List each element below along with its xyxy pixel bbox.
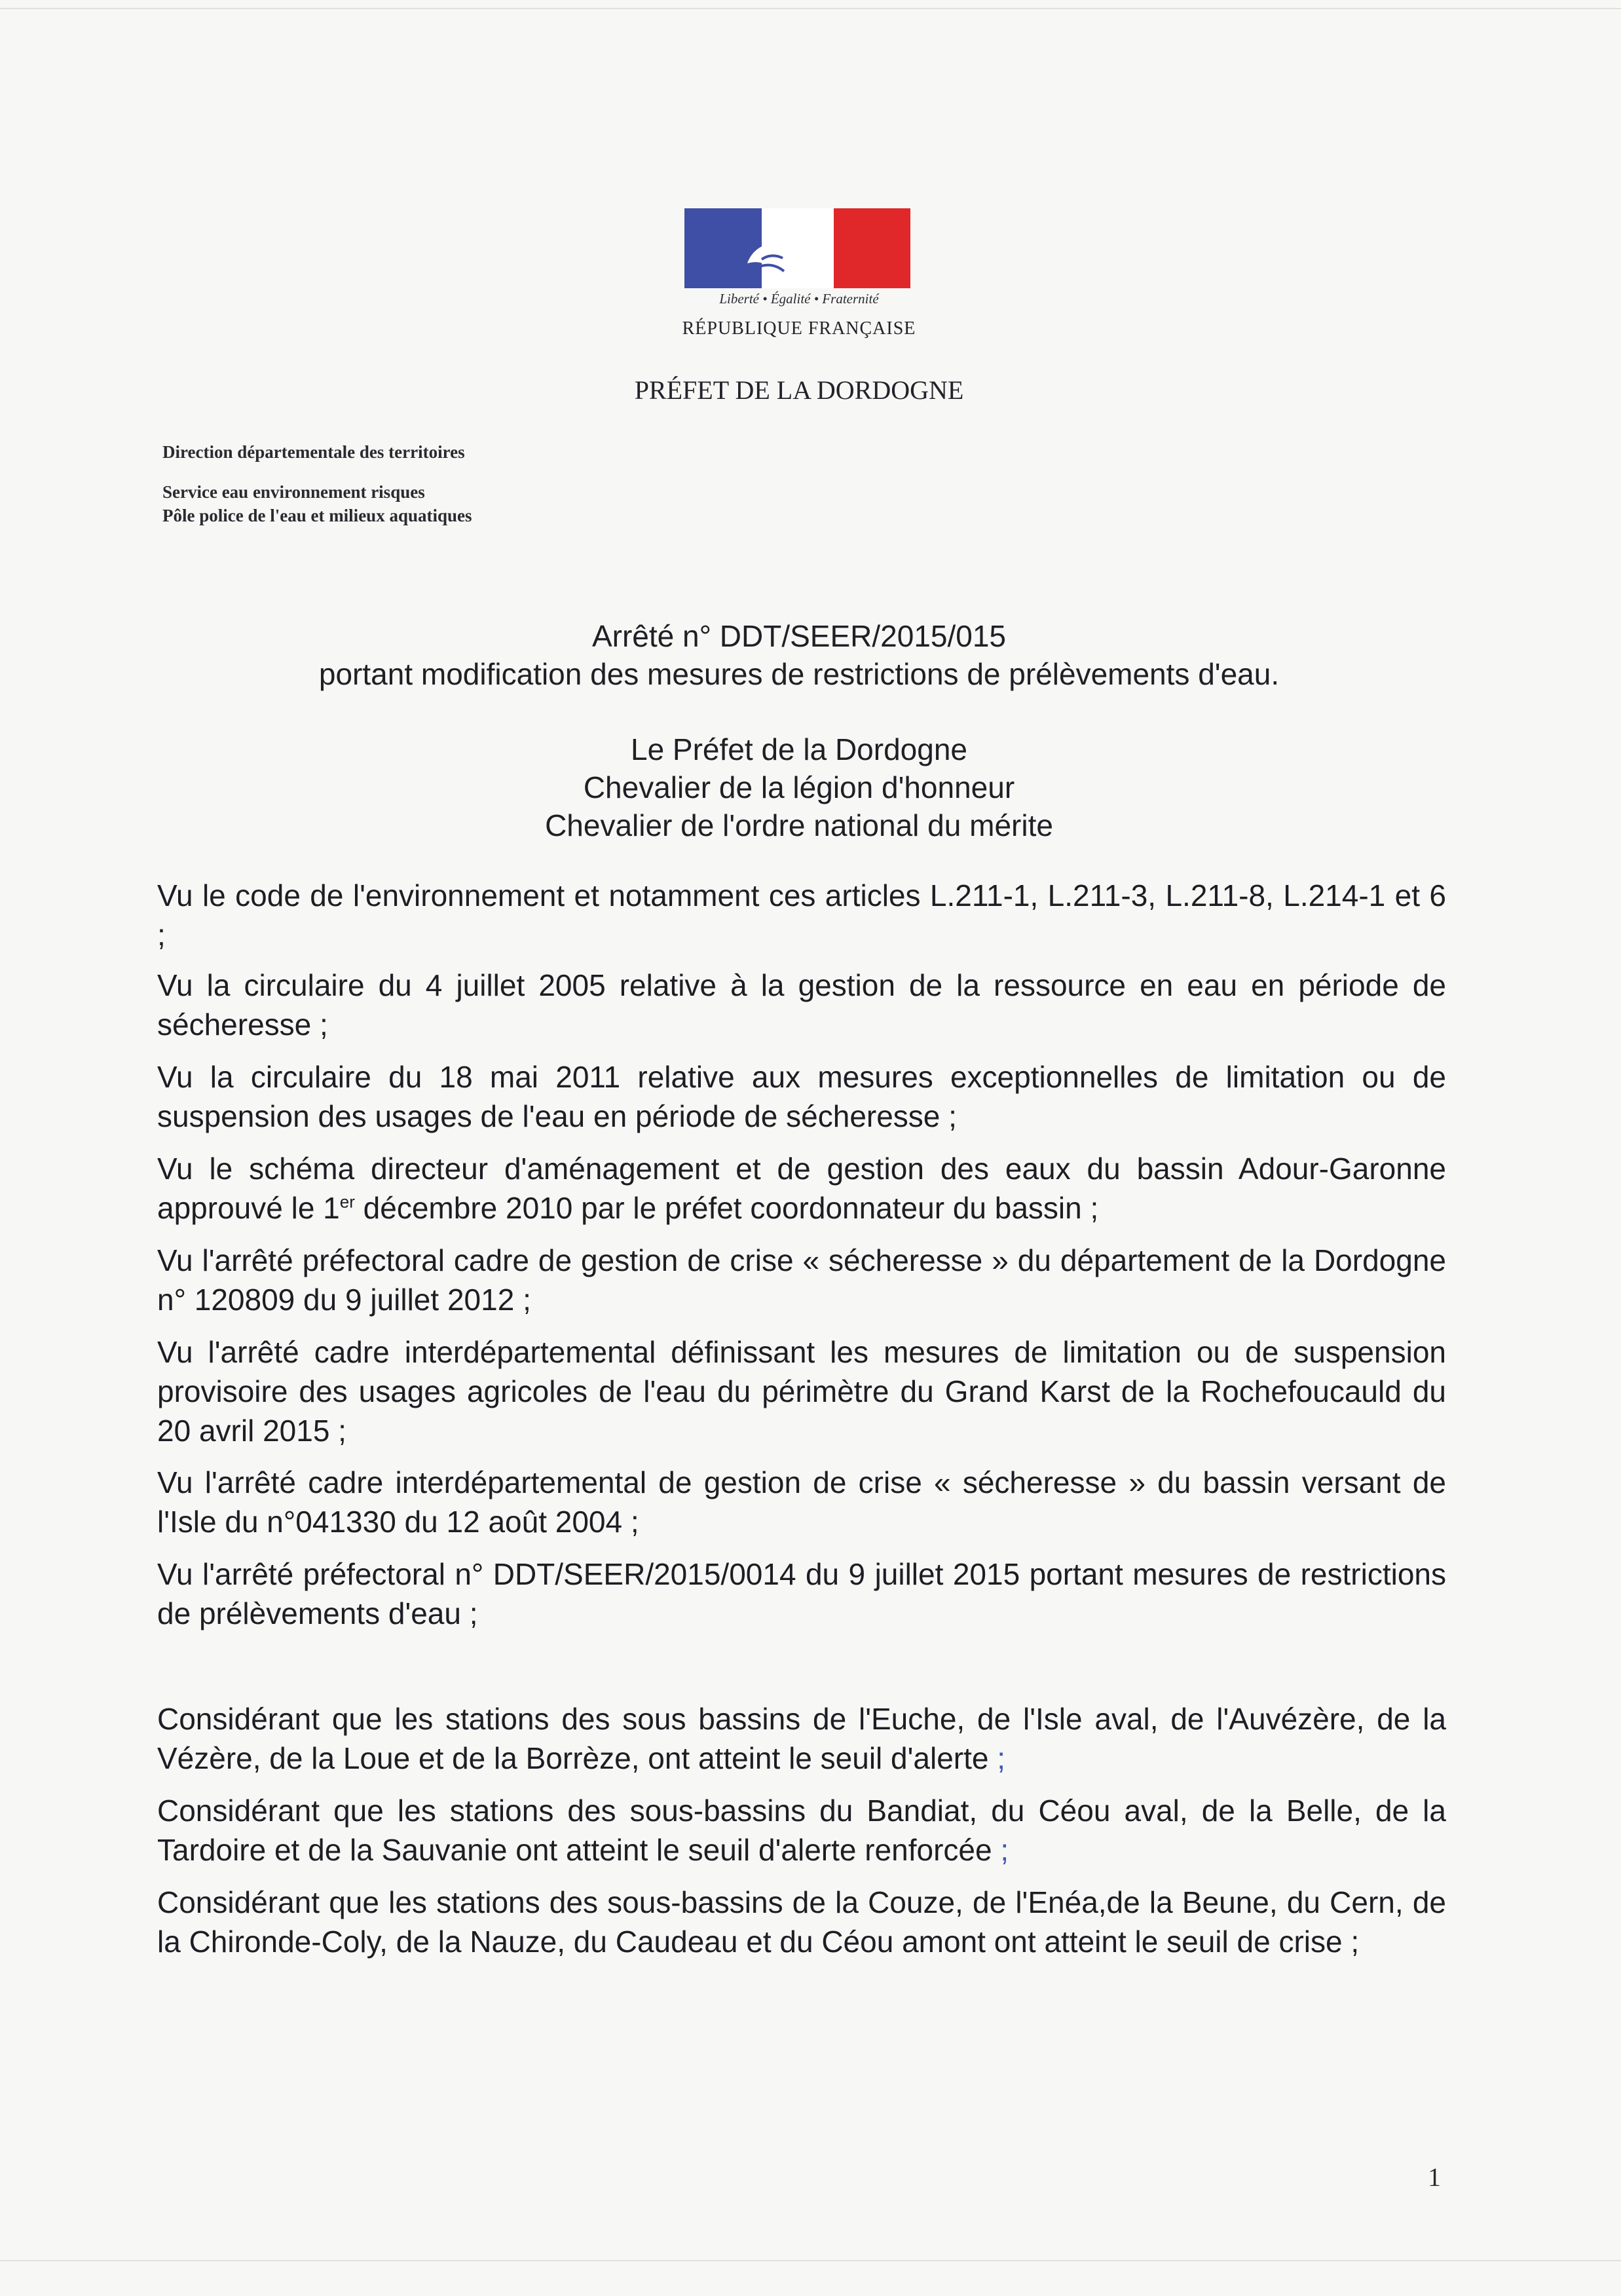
arrete-number: Arrêté n° DDT/SEER/2015/015 — [591, 619, 1007, 653]
vu-paragraph: Vu la circulaire du 4 juillet 2005 relative à la gestion de la ressource en eau en période de sécheresse ; — [157, 968, 1446, 1042]
arrete-subject: portant modification des mesures de restrictions de prélèvements d'eau. — [318, 657, 1280, 691]
scan-artifact — [0, 2260, 1621, 2261]
prefet-title-line: Le Préfet de la Dordogne — [630, 732, 968, 766]
vu-paragraph: Vu la circulaire du 18 mai 2011 relative aux mesures exceptionnelles de limitation ou de suspension des usages de l'eau en période de sécheresse ; — [157, 1060, 1446, 1133]
considerant-paragraph: Considérant que les stations des sous-bassins du Bandiat, du Céou aval, de la Belle, de la Tardoire et de la Sauvanie ont atteint le seuil d'alerte renforcée ; — [157, 1794, 1446, 1867]
vu-paragraph: Vu l'arrêté cadre interdépartemental définissant les mesures de limitation ou de suspension provisoire des usages agricoles de l'eau du périmètre du Grand Karst de la Rochefoucauld du 20 avril 2015 ; — [157, 1335, 1446, 1448]
considerant-paragraph: Considérant que les stations des sous bassins de l'Euche, de l'Isle aval, de l'Auvézère, de la Vézère, de la Loue et de la Borrèze, ont atteint le seuil d'alerte ; — [157, 1702, 1446, 1775]
prefet-title-line: Chevalier de l'ordre national du mérite — [545, 808, 1053, 842]
prefet-heading: PRÉFET DE LA DORDOGNE — [634, 375, 964, 405]
marianne-logo — [684, 208, 910, 288]
vu-paragraph: Vu le schéma directeur d'aménagement et de gestion des eaux du bassin Adour-Garonne approuvé le 1er décembre 2010 par le préfet coordonnateur du bassin ; — [157, 1152, 1446, 1225]
republic-motto: Liberté • Égalité • Fraternité — [719, 291, 879, 307]
marianne-profile-icon — [684, 208, 910, 288]
prefet-title-line: Chevalier de la légion d'honneur — [583, 770, 1015, 804]
scan-artifact — [0, 8, 1621, 9]
vu-paragraph: Vu l'arrêté cadre interdépartemental de gestion de crise « sécheresse » du bassin versant de l'Isle du n°041330 du 12 août 2004 ; — [157, 1465, 1446, 1539]
page-number: 1 — [1428, 2162, 1441, 2192]
considerant-paragraph: Considérant que les stations des sous-bassins de la Couze, de l'Enéa,de la Beune, du Cern, de la Chironde-Coly, de la Nauze, du Caudeau et du Céou amont ont atteint le seuil de crise ; — [157, 1885, 1446, 1959]
republique-francaise: RÉPUBLIQUE FRANÇAISE — [682, 318, 916, 339]
vu-paragraph: Vu l'arrêté préfectoral cadre de gestion de crise « sécheresse » du département de la Dordogne n° 120809 du 9 juillet 2012 ; — [157, 1243, 1446, 1317]
service-label: Service eau environnement risques — [162, 482, 425, 502]
direction-label: Direction départementale des territoires — [162, 442, 465, 462]
pole-label: Pôle police de l'eau et milieux aquatiques — [162, 506, 472, 525]
vu-paragraph: Vu le code de l'environnement et notamment ces articles L.211-1, L.211-3, L.211-8, L.214-1 et 6 ; — [157, 878, 1446, 952]
vu-paragraph: Vu l'arrêté préfectoral n° DDT/SEER/2015/0014 du 9 juillet 2015 portant mesures de restrictions de prélèvements d'eau ; — [157, 1557, 1446, 1630]
